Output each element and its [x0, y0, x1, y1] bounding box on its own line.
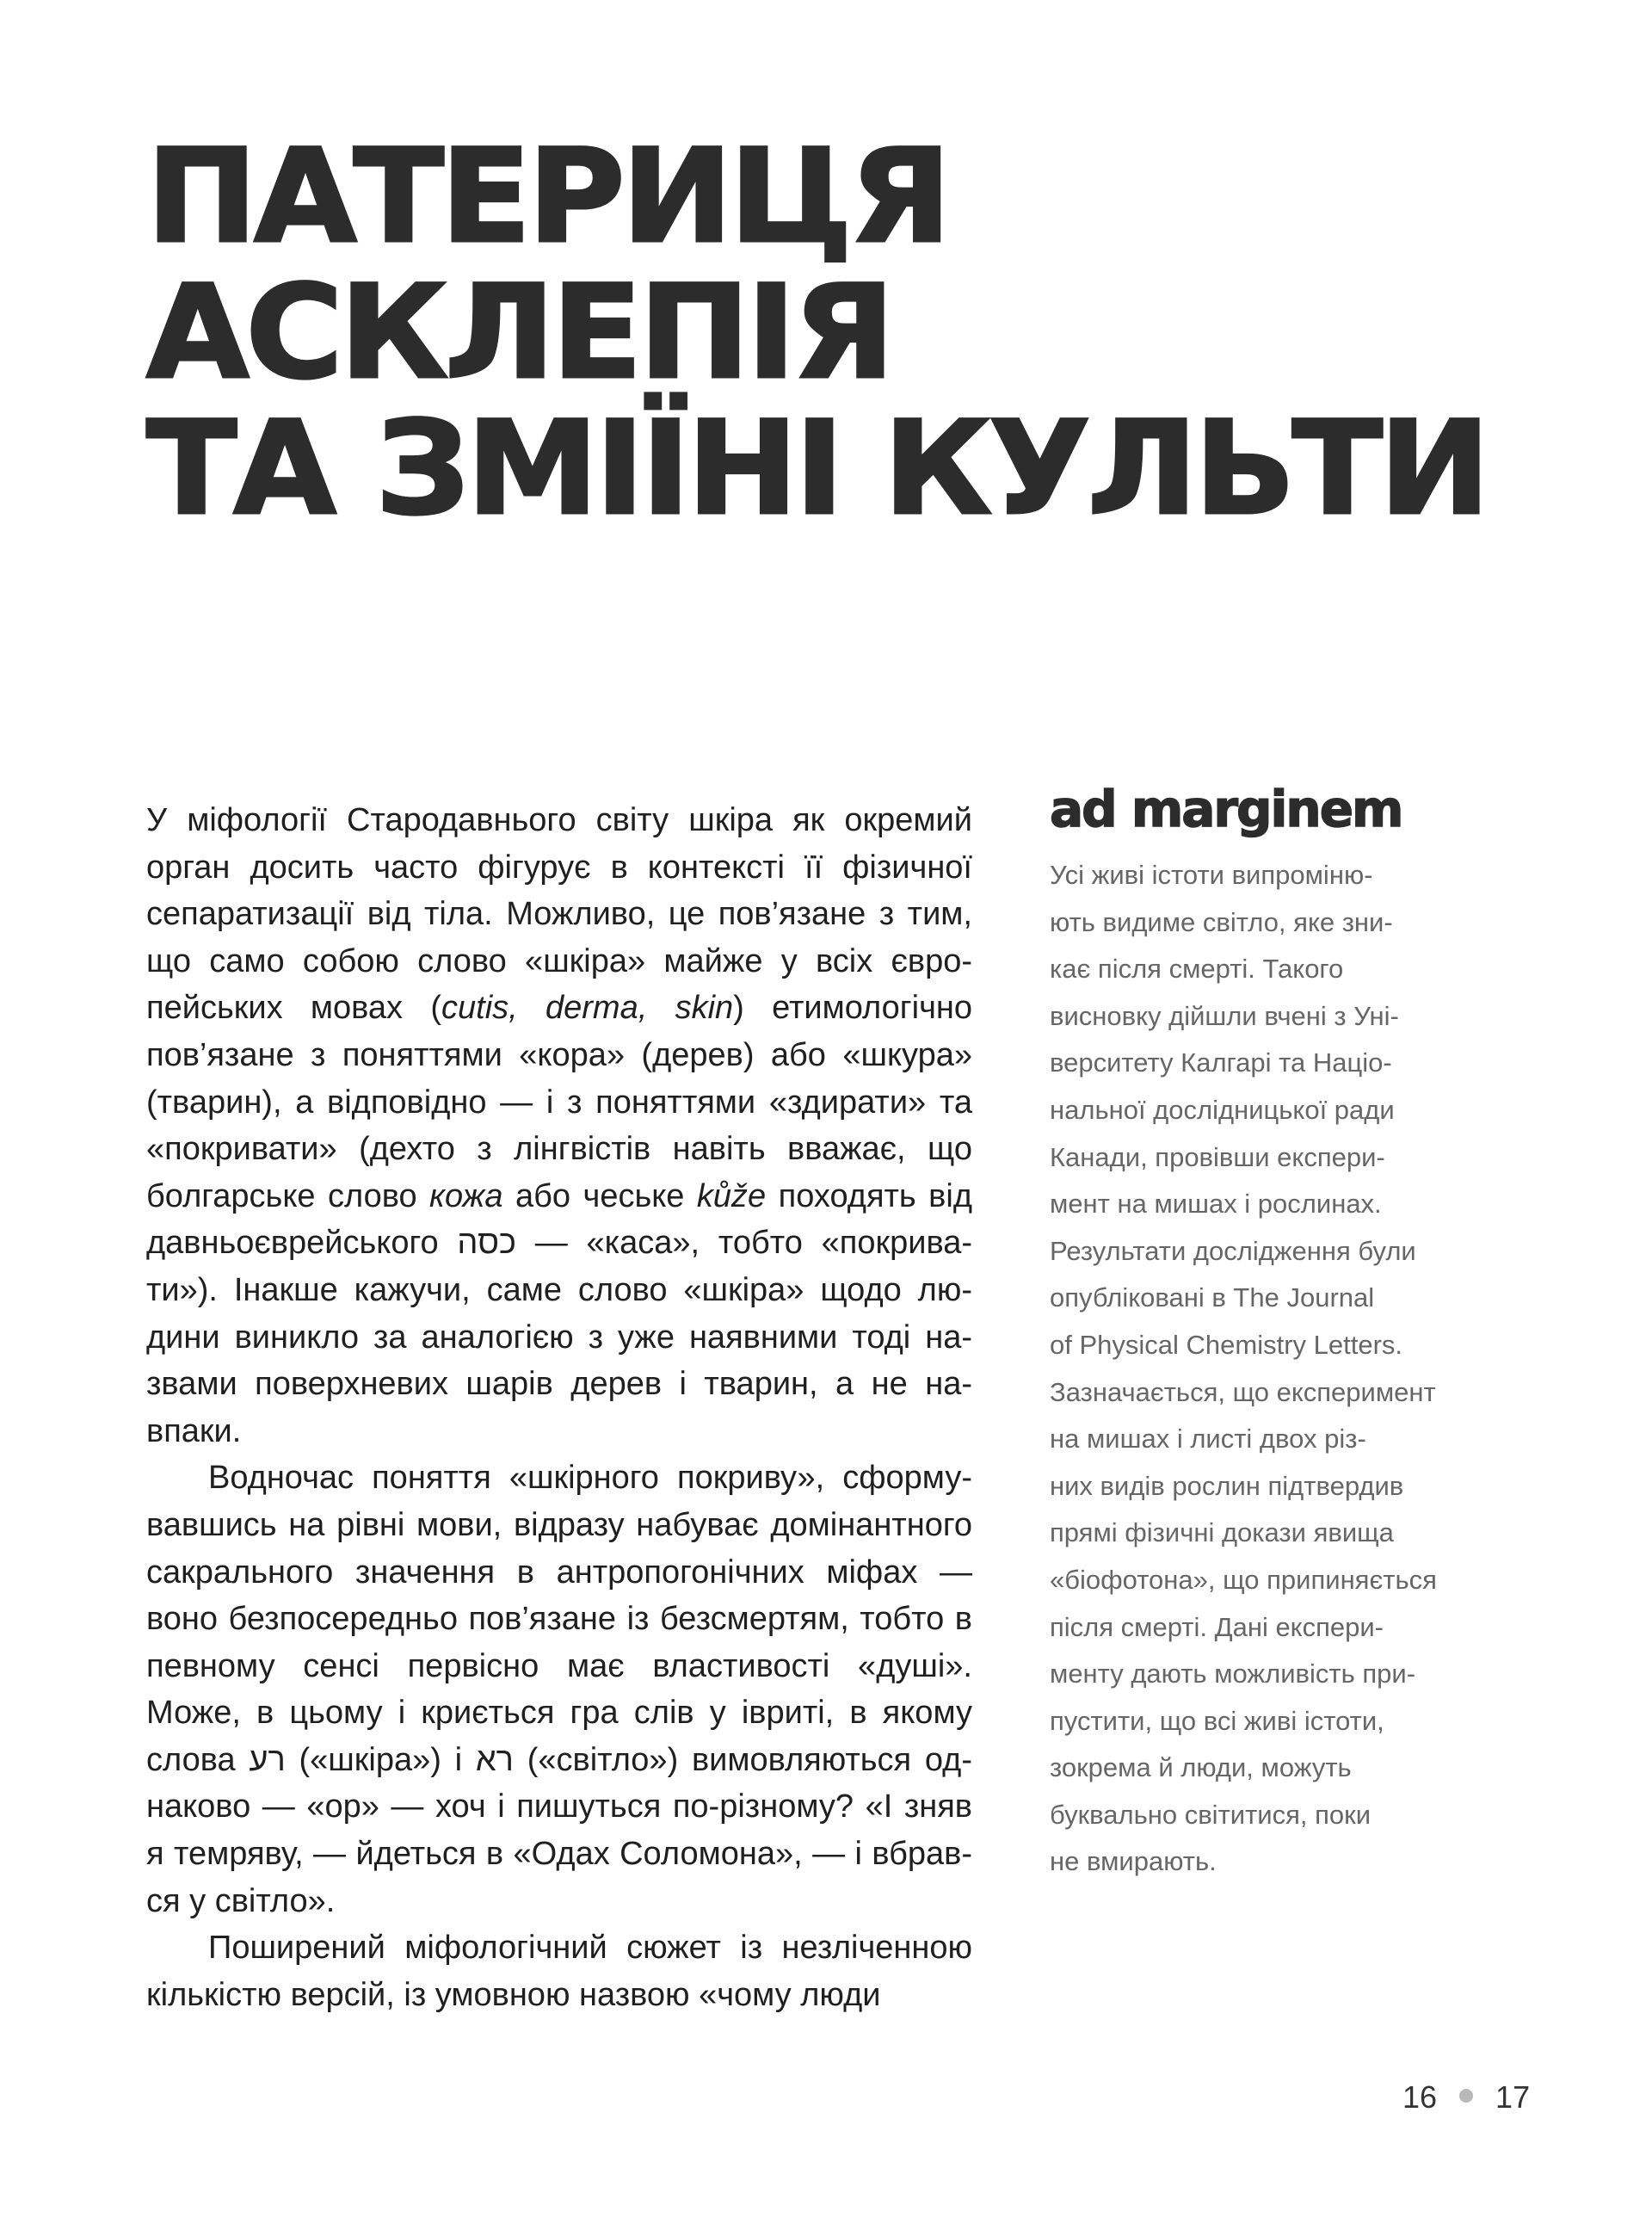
body-paragraph-1-text-a: У міфології Стародавнього світу шкіра як окремий орган досить часто фігурує в контексті її фізичної сепаратизації від тіла. Можливо, це пов’язане з тим, що само собою слово «шкіра» майже у всіх європейських мовах (: [146, 802, 972, 1027]
sidebar-line: опубліковані в The Journal: [1050, 1282, 1375, 1313]
sidebar-line: не вмирають.: [1050, 1846, 1217, 1877]
sidebar-line: після смерті. Дані експери-: [1050, 1611, 1384, 1642]
body-paragraph-2: Водночас поняття «шкірного покриву», сформувавшись на рівні мови, відразу набуває домінантного сакрального значення в антропогонічних міфах — воно безпосередньо пов’язане із безсмертям, тобто в певному сенсі первісно має властивості «душі». Може, в цьому і криється гра слів у івриті, в якому слова רע («шкіра») і רא («світло») вимовляються однаково — «ор» — хоч і пишуться по-різному? «І зняв я темряву, — йдеться в «Одах Соломона», — і вбрався у світло».: [146, 1460, 972, 1919]
article-title-line-2: АСКЛЕПІЯ: [146, 258, 891, 408]
body-paragraph-1-italic-kozha: кожа: [429, 1177, 503, 1214]
sidebar-line: of Physical Chemistry Letters.: [1050, 1329, 1403, 1360]
sidebar-line: висновку дійшли вчені з Уні-: [1050, 1000, 1399, 1031]
sidebar-line: нальної дослідницької ради: [1050, 1094, 1395, 1125]
body-paragraph-1-text-d: походять від давньоєврейського כסה — «каса», тобто «покривати»). Інакше кажучи, саме слово «шкіра» щодо людини виникло за аналогією з уже наявними тоді назвами поверхневих шарів дерев і тварин, а не навпаки.: [146, 1177, 972, 1449]
article-title-line-1: ПАТЕРИЦЯ: [146, 122, 948, 272]
body-paragraph-1-italic-words: cutis, derma, skin: [441, 990, 734, 1027]
sidebar-line: менту дають можливість при-: [1050, 1658, 1416, 1689]
sidebar-line: них видів рослин підтвердив: [1050, 1470, 1404, 1501]
sidebar-line: Канади, провівши експери-: [1050, 1141, 1385, 1172]
page-number-right: 17: [1495, 2079, 1531, 2115]
sidebar-line: прямі фізичні докази явища: [1050, 1517, 1394, 1548]
article-title-line-3: ТА ЗМІЇНІ КУЛЬТИ: [146, 394, 1488, 544]
sidebar-line: Зазначається, що експеримент: [1050, 1376, 1436, 1407]
sidebar-line: Результати дослідження були: [1050, 1235, 1416, 1266]
main-text-column: [146, 797, 972, 2018]
sidebar-heading: ad marginem: [1050, 780, 1402, 838]
body-paragraph-1-italic-kuze: kůže: [696, 1177, 767, 1214]
sidebar-line: ють видиме світло, яке зни-: [1050, 906, 1393, 937]
page-number-left: 16: [1402, 2079, 1438, 2115]
sidebar-text: [1050, 852, 1480, 1886]
sidebar-line: верситету Калгарі та Націо-: [1050, 1047, 1392, 1078]
article-title: [146, 122, 1564, 544]
page-numbers: [1402, 2076, 1530, 2119]
sidebar-line: Усі живі істоти випроміню-: [1050, 860, 1373, 890]
sidebar-line: на мишах і листі двох різ-: [1050, 1424, 1366, 1455]
page-separator-dot-icon: [1459, 2089, 1473, 2103]
sidebar-line: зокрема й люди, можуть: [1050, 1752, 1352, 1783]
body-paragraph-1-text-c: або чеське: [502, 1177, 697, 1214]
sidebar-line: буквально світитися, поки: [1050, 1799, 1372, 1830]
sidebar-line: кає після смерті. Такого: [1050, 954, 1344, 985]
sidebar-line: «біофотона», що припиняється: [1050, 1564, 1437, 1595]
sidebar-line: мент на мишах і рослинах.: [1050, 1189, 1382, 1220]
body-paragraph-1: [146, 797, 972, 1455]
body-paragraph-3: Поширений міфологічний сюжет із незліченною кількістю версій, із умовною назвою «чому люди: [146, 1930, 972, 2013]
sidebar-line: пустити, що всі живі істоти,: [1050, 1705, 1384, 1736]
body-paragraph-1-text-b: ) етимологічно пов’язане з поняттями «кора» (дерев) або «шкура» (тварин), а відповідно — і з поняттями «здирати» та «покривати» (дехто з лінгвістів навіть вважає, що болгарське слово: [146, 990, 973, 1214]
